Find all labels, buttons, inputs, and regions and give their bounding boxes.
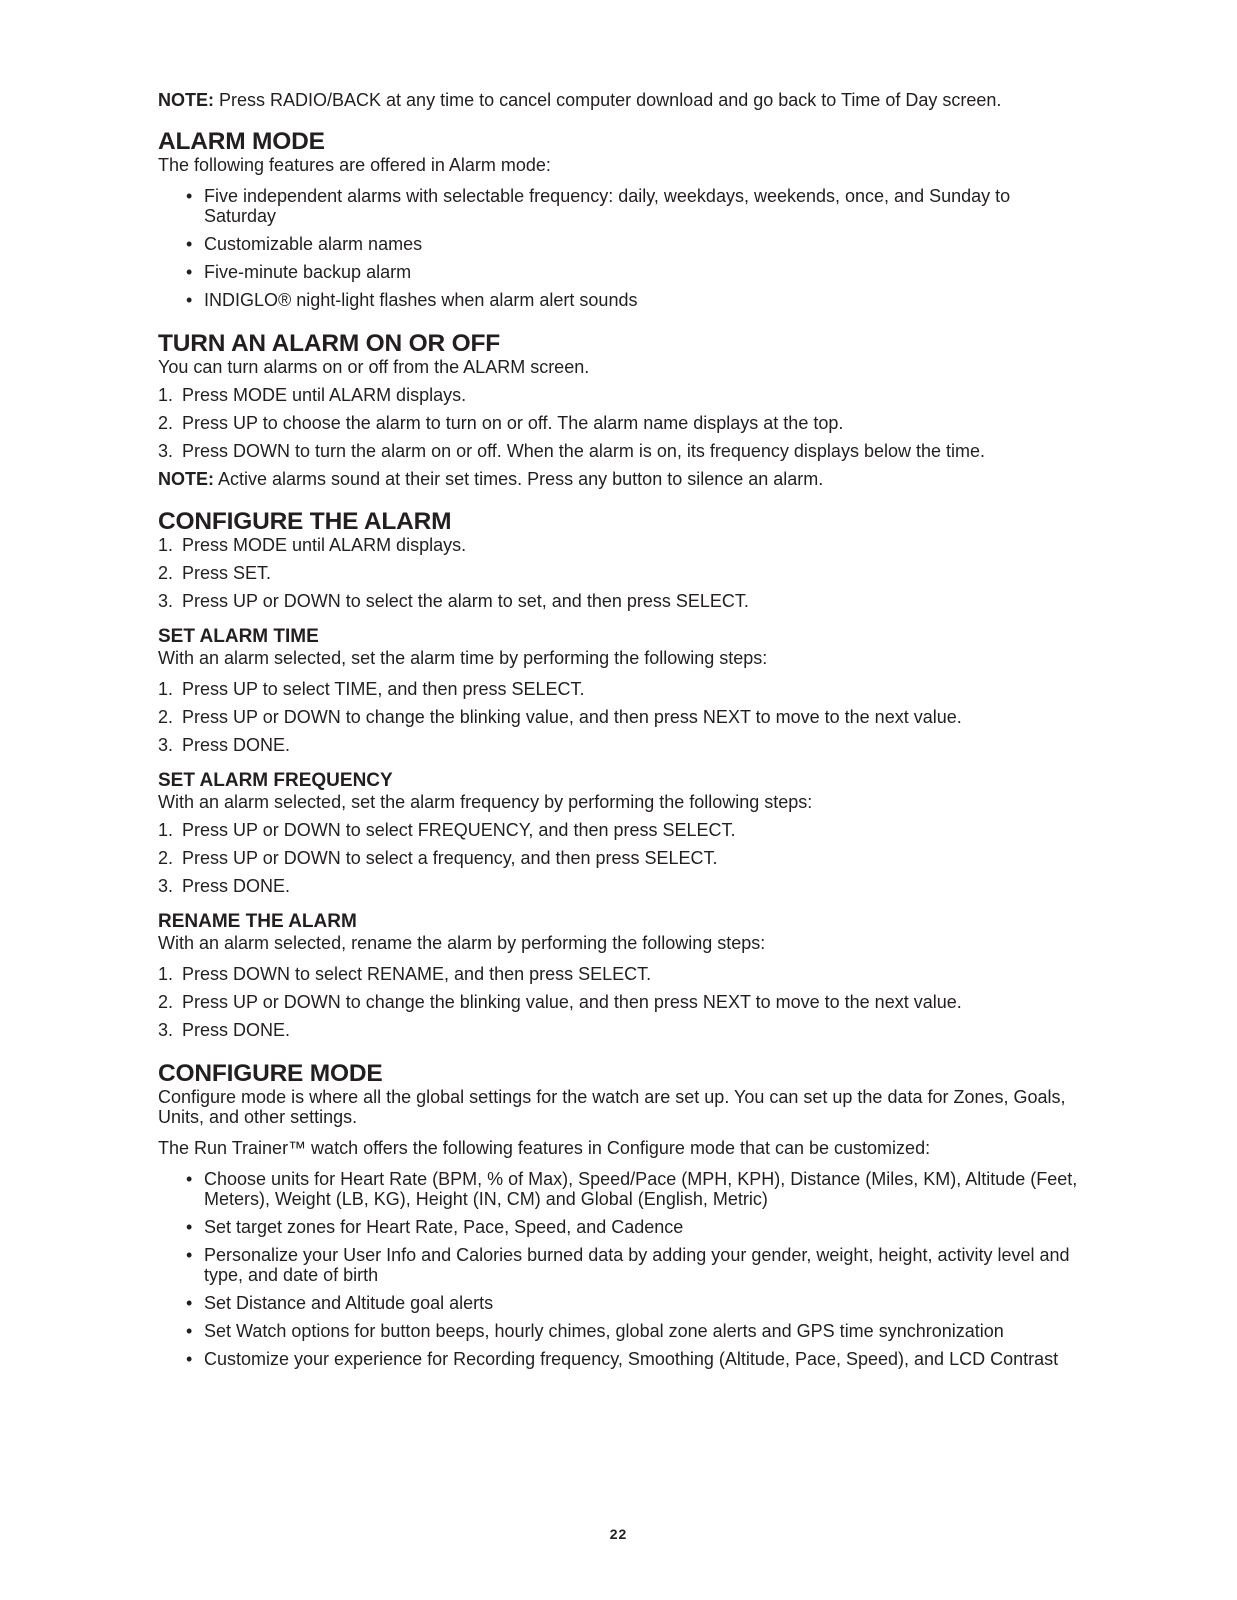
alarm-mode-features bbox=[186, 186, 1078, 310]
list-item: 2. Press SET. bbox=[158, 563, 272, 583]
step-text: Press DOWN to turn the alarm on or off. When the alarm is on, its frequency displays below the time. bbox=[182, 441, 986, 461]
top-note bbox=[158, 90, 1078, 110]
rename-alarm-heading: RENAME THE ALARM bbox=[158, 911, 357, 932]
list-item: • Customizable alarm names bbox=[186, 234, 1078, 254]
page-number: 22 bbox=[609, 1526, 628, 1542]
configure-alarm-heading: CONFIGURE THE ALARM bbox=[158, 508, 452, 535]
turn-alarm-heading: TURN AN ALARM ON OR OFF bbox=[158, 330, 500, 357]
step-text: Press MODE until ALARM displays. bbox=[182, 385, 467, 405]
list-item: 1. Press UP to select TIME, and then press SELECT. bbox=[158, 679, 585, 699]
set-alarm-time-steps bbox=[158, 679, 1078, 755]
manual-page bbox=[158, 90, 1078, 1377]
step-text: Press UP to choose the alarm to turn on or off. The alarm name displays at the top. bbox=[182, 413, 844, 433]
alarm-mode-heading: ALARM MODE bbox=[158, 128, 325, 155]
step-text: Press DONE. bbox=[182, 735, 291, 755]
step-text: Press UP or DOWN to change the blinking value, and then press NEXT to move to the next value. bbox=[182, 707, 962, 727]
note-label: NOTE: bbox=[158, 469, 214, 489]
configure-alarm-steps bbox=[158, 535, 1078, 611]
set-alarm-frequency-heading: SET ALARM FREQUENCY bbox=[158, 770, 393, 791]
list-item: • Five-minute backup alarm bbox=[186, 262, 1078, 282]
configure-mode-features bbox=[186, 1169, 1078, 1369]
set-alarm-frequency-intro: With an alarm selected, set the alarm frequency by performing the following steps: bbox=[158, 792, 813, 812]
step-text: Press SET. bbox=[182, 563, 272, 583]
step-text: Press DONE. bbox=[182, 876, 291, 896]
step-text: Press MODE until ALARM displays. bbox=[182, 535, 467, 555]
rename-alarm-intro: With an alarm selected, rename the alarm by performing the following steps: bbox=[158, 933, 766, 953]
list-item: 3. Press DOWN to turn the alarm on or off. When the alarm is on, its frequency displays below the time. bbox=[158, 441, 986, 461]
set-alarm-time-heading: SET ALARM TIME bbox=[158, 626, 319, 647]
list-item: 2. Press UP or DOWN to change the blinking value, and then press NEXT to move to the next value. bbox=[158, 707, 962, 727]
list-item: 2. Press UP to choose the alarm to turn on or off. The alarm name displays at the top. bbox=[158, 413, 844, 433]
turn-alarm-note bbox=[158, 469, 1078, 489]
configure-mode-intro-2: The Run Trainer™ watch offers the following features in Configure mode that can be customized: bbox=[158, 1138, 931, 1158]
list-item: • Set Watch options for button beeps, hourly chimes, global zone alerts and GPS time synchronization bbox=[186, 1321, 1078, 1341]
set-alarm-time-intro: With an alarm selected, set the alarm time by performing the following steps: bbox=[158, 648, 768, 668]
list-item: 3. Press DONE. bbox=[158, 1020, 291, 1040]
note-label: NOTE: bbox=[158, 90, 214, 110]
set-alarm-frequency-steps bbox=[158, 820, 1078, 896]
note-text: Press RADIO/BACK at any time to cancel computer download and go back to Time of Day screen. bbox=[214, 90, 1002, 110]
list-item: • Choose units for Heart Rate (BPM, % of Max), Speed/Pace (MPH, KPH), Distance (Miles, KM), Altitude (Feet, Meters), Weight (LB, KG), Height (IN, CM) and Global (English, Metric) bbox=[186, 1169, 1078, 1209]
list-item: • Personalize your User Info and Calories burned data by adding your gender, weight, height, activity level and type, and date of birth bbox=[186, 1245, 1078, 1285]
list-item: • Set target zones for Heart Rate, Pace, Speed, and Cadence bbox=[186, 1217, 1078, 1237]
list-item: 1. Press UP or DOWN to select FREQUENCY, and then press SELECT. bbox=[158, 820, 736, 840]
list-item: 3. Press UP or DOWN to select the alarm to set, and then press SELECT. bbox=[158, 591, 749, 611]
configure-mode-heading: CONFIGURE MODE bbox=[158, 1060, 383, 1087]
step-text: Press DOWN to select RENAME, and then press SELECT. bbox=[182, 964, 652, 984]
list-item: • Five independent alarms with selectable frequency: daily, weekdays, weekends, once, and Sunday to Saturday bbox=[186, 186, 1078, 226]
step-text: Press UP or DOWN to select FREQUENCY, and then press SELECT. bbox=[182, 820, 736, 840]
list-item: 3. Press DONE. bbox=[158, 876, 291, 896]
list-item: 1. Press MODE until ALARM displays. bbox=[158, 385, 467, 405]
list-item: 2. Press UP or DOWN to change the blinking value, and then press NEXT to move to the next value. bbox=[158, 992, 962, 1012]
list-item: 1. Press DOWN to select RENAME, and then press SELECT. bbox=[158, 964, 652, 984]
step-text: Press UP to select TIME, and then press SELECT. bbox=[182, 679, 585, 699]
turn-alarm-intro: You can turn alarms on or off from the ALARM screen. bbox=[158, 357, 590, 377]
step-text: Press UP or DOWN to select the alarm to set, and then press SELECT. bbox=[182, 591, 749, 611]
list-item: 1. Press MODE until ALARM displays. bbox=[158, 535, 467, 555]
list-item: • Customize your experience for Recording frequency, Smoothing (Altitude, Pace, Speed), and LCD Contrast bbox=[186, 1349, 1078, 1369]
list-item: • INDIGLO® night-light flashes when alarm alert sounds bbox=[186, 290, 1078, 310]
list-item: • Set Distance and Altitude goal alerts bbox=[186, 1293, 1078, 1313]
configure-mode-intro: Configure mode is where all the global settings for the watch are set up. You can set up the data for Zones, Goals, Units, and other settings. bbox=[158, 1087, 1066, 1127]
list-item: 2. Press UP or DOWN to select a frequency, and then press SELECT. bbox=[158, 848, 718, 868]
step-text: Press UP or DOWN to change the blinking value, and then press NEXT to move to the next value. bbox=[182, 992, 962, 1012]
step-text: Press UP or DOWN to select a frequency, and then press SELECT. bbox=[182, 848, 718, 868]
list-item: 3. Press DONE. bbox=[158, 735, 291, 755]
note-text: Active alarms sound at their set times. Press any button to silence an alarm. bbox=[214, 469, 824, 489]
step-text: Press DONE. bbox=[182, 1020, 291, 1040]
alarm-mode-intro: The following features are offered in Alarm mode: bbox=[158, 155, 551, 175]
turn-alarm-steps bbox=[158, 385, 1078, 461]
rename-alarm-steps bbox=[158, 964, 1078, 1040]
